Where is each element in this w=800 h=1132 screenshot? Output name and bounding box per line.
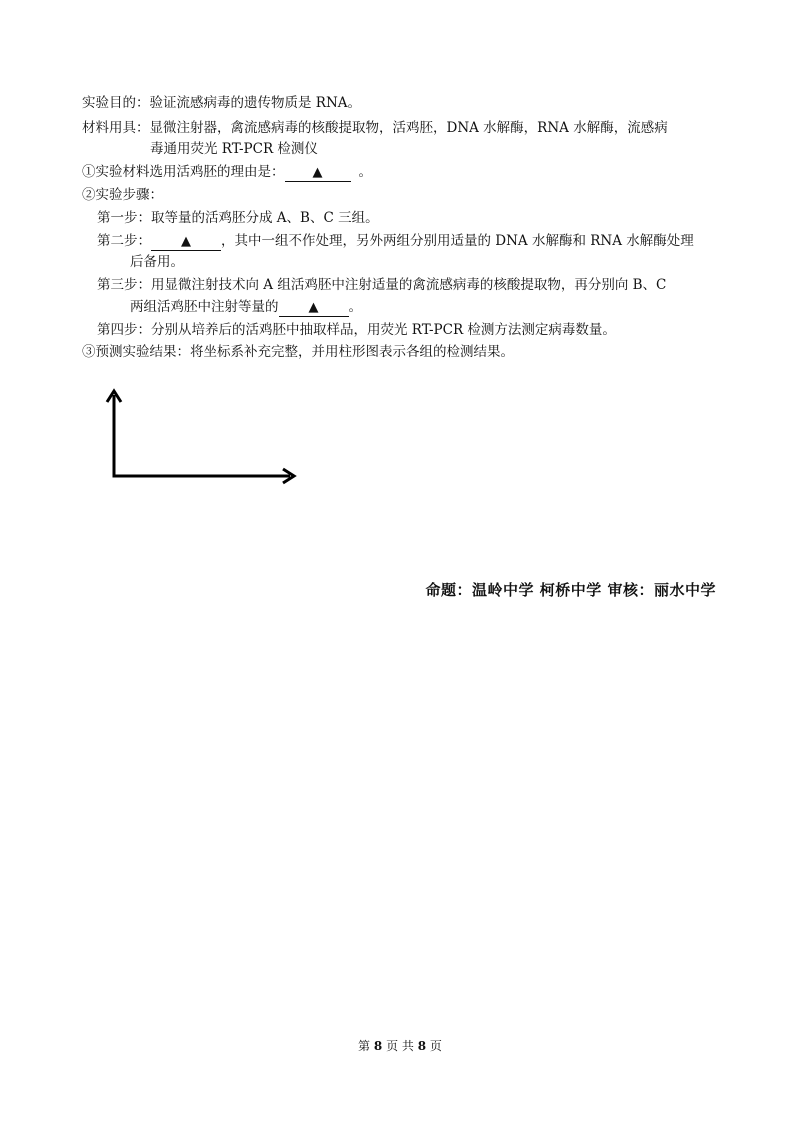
triangle-mark-icon: ▲ bbox=[312, 165, 323, 180]
step-2-label: 第二步： bbox=[97, 233, 151, 249]
page-number bbox=[0, 1037, 800, 1054]
author-credit: 命题：温岭中学 柯桥中学 审核：丽水中学 bbox=[425, 581, 716, 599]
step-3-line-1: 第三步：用显微注射技术向 A 组活鸡胚中注射适量的禽流感病毒的核酸提取物，再分别向 B、C bbox=[97, 277, 667, 293]
materials-line-2: 毒通用荧光 RT-PCR 检测仪 bbox=[150, 141, 318, 157]
page-number-prefix: 第 bbox=[358, 1039, 371, 1053]
step-2-text: ，其中一组不作处理，另外两组分别用适量的 DNA 水解酶和 RNA 水解酶处理 bbox=[221, 233, 694, 249]
step-3-line-2 bbox=[130, 297, 362, 317]
question-3: ③预测实验结果：将坐标系补充完整，并用柱形图表示各组的检测结果。 bbox=[82, 344, 514, 360]
question-1-text: ①实验材料选用活鸡胚的理由是： bbox=[82, 164, 285, 180]
question-2-title: ②实验步骤： bbox=[82, 187, 163, 203]
answer-blank-2[interactable] bbox=[151, 234, 221, 251]
triangle-mark-icon: ▲ bbox=[181, 234, 191, 249]
step-1: 第一步：取等量的活鸡胚分成 A、B、C 三组。 bbox=[97, 210, 379, 226]
step-2 bbox=[97, 231, 694, 251]
page-number-suffix: 页 bbox=[429, 1039, 442, 1053]
page-number-current: 8 bbox=[373, 1039, 383, 1053]
question-1-end: 。 bbox=[358, 164, 372, 180]
step-4: 第四步：分别从培养后的活鸡胚中抽取样品，用荧光 RT-PCR 检测方法测定病毒数量。 bbox=[97, 322, 616, 338]
answer-blank-3[interactable] bbox=[279, 300, 349, 317]
page-number-middle: 页 共 bbox=[386, 1039, 414, 1053]
step-3-end: 。 bbox=[348, 299, 362, 315]
answer-blank-1[interactable] bbox=[285, 165, 351, 182]
blank-coordinate-axes bbox=[100, 385, 300, 485]
question-1 bbox=[82, 162, 372, 182]
triangle-mark-icon: ▲ bbox=[308, 300, 319, 315]
page-number-total: 8 bbox=[417, 1039, 427, 1053]
step-3-text: 两组活鸡胚中注射等量的 bbox=[130, 299, 279, 315]
step-2-continued: 后备用。 bbox=[130, 254, 184, 270]
purpose-line: 实验目的：验证流感病毒的遗传物质是 RNA。 bbox=[82, 95, 362, 111]
materials-line-1: 材料用具：显微注射器，禽流感病毒的核酸提取物，活鸡胚，DNA 水解酶，RNA 水解酶，流感病 bbox=[82, 120, 668, 136]
